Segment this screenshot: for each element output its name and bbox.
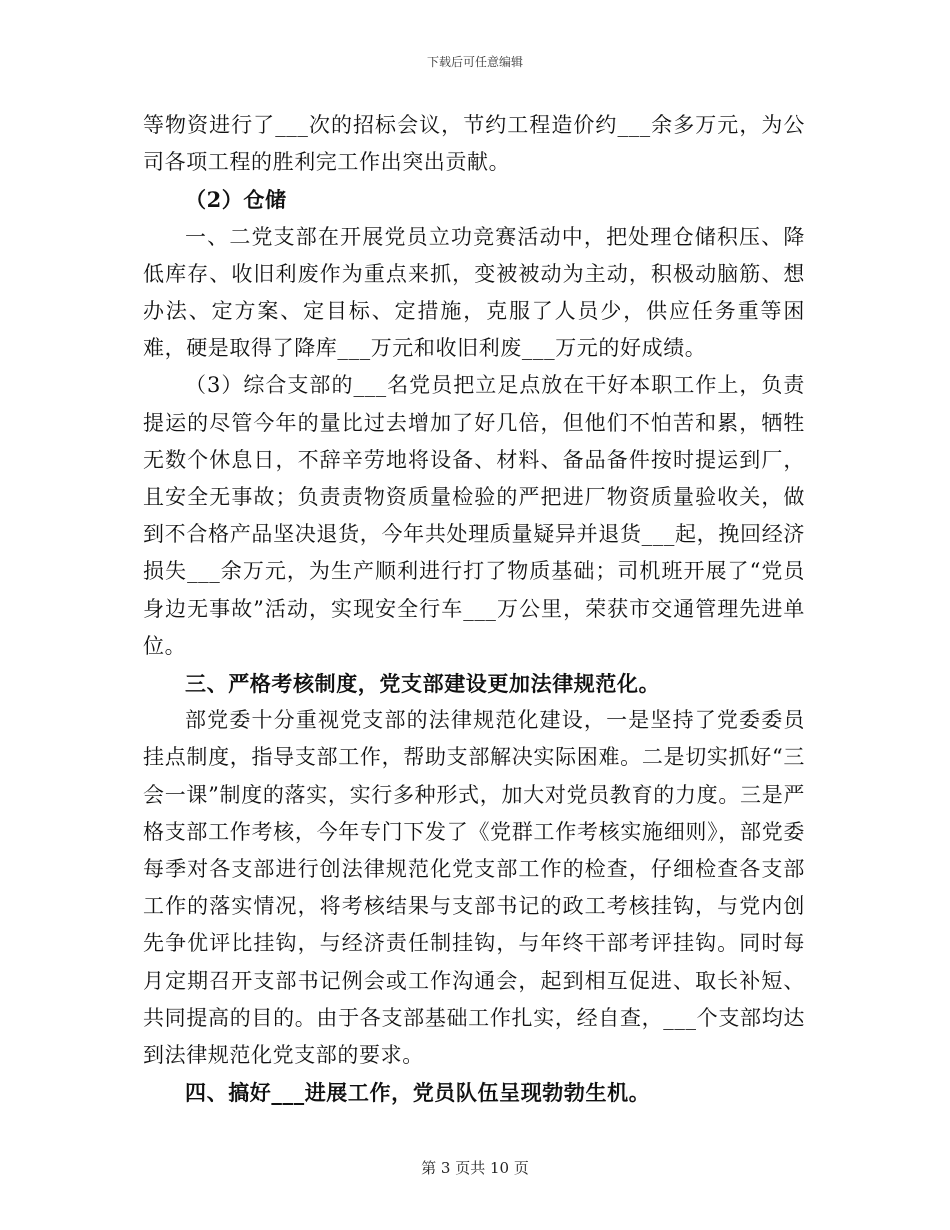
section-heading-four: 四、搞好___进展工作，党员队伍呈现勃勃生机。 [185, 1080, 651, 1106]
section-heading-three: 三、严格考核制度，党支部建设更加法律规范化。 [185, 671, 661, 697]
page-header: 下载后可任意编辑 [426, 55, 523, 69]
paragraph-storage: 一、二党支部在开展党员立功竞赛活动中，把处理仓储积压、降低库存、收旧利废作为重点来抓，变被被动为主动，积极动脑筋、想办法、定方案、定目标、定措施，克服了人员少，供应任务重等困难，硬是取得了降库___万元和收旧利废___万元的好成绩。 [143, 224, 805, 361]
subheading-storage: （2）仓储 [185, 187, 287, 213]
paragraph-general-branch: （3）综合支部的___名党员把立足点放在干好本职工作上，负责提运的尽管今年的量比过去增加了好几倍，但他们不怕苦和累，牺牲无数个休息日，不辞辛劳地将设备、材料、备品备件按时提运到厂，且安全无事故；负责责物资质量检验的严把进厂物资质量验收关，做到不合格产品坚决退货，今年共处理质量疑异并退货___起，挽回经济损失___余万元，为生产顺利进行打了物质基础；司机班开展了“党员身边无事故”活动，实现安全行车___万公里，荣获市交通管理先进单位。 [143, 373, 805, 658]
document-body [143, 107, 805, 1111]
page-footer: 第 3 页共 10 页 [421, 1159, 529, 1177]
paragraph-continuation: 等物资进行了___次的招标会议，节约工程造价约___余多万元，为公司各项工程的胜利完工作出突出贡献。 [143, 113, 805, 175]
paragraph-assessment: 部党委十分重视党支部的法律规范化建设，一是坚持了党委委员挂点制度，指导支部工作，帮助支部解决实际困难。二是切实抓好“三会一课”制度的落实，实行多种形式，加大对党员教育的力度。三是严格支部工作考核，今年专门下发了《党群工作考核实施细则》，部党委每季对各支部进行创法律规范化党支部工作的检查，仔细检查各支部工作的落实情况，将考核结果与支部书记的政工考核挂钩，与党内创先争优评比挂钩，与经济责任制挂钩，与年终干部考评挂钩。同时每月定期召开支部书记例会或工作沟通会，起到相互促进、取长补短、共同提高的目的。由于各支部基础工作扎实，经自查，___个支部均达到法律规范化党支部的要求。 [143, 708, 805, 1068]
